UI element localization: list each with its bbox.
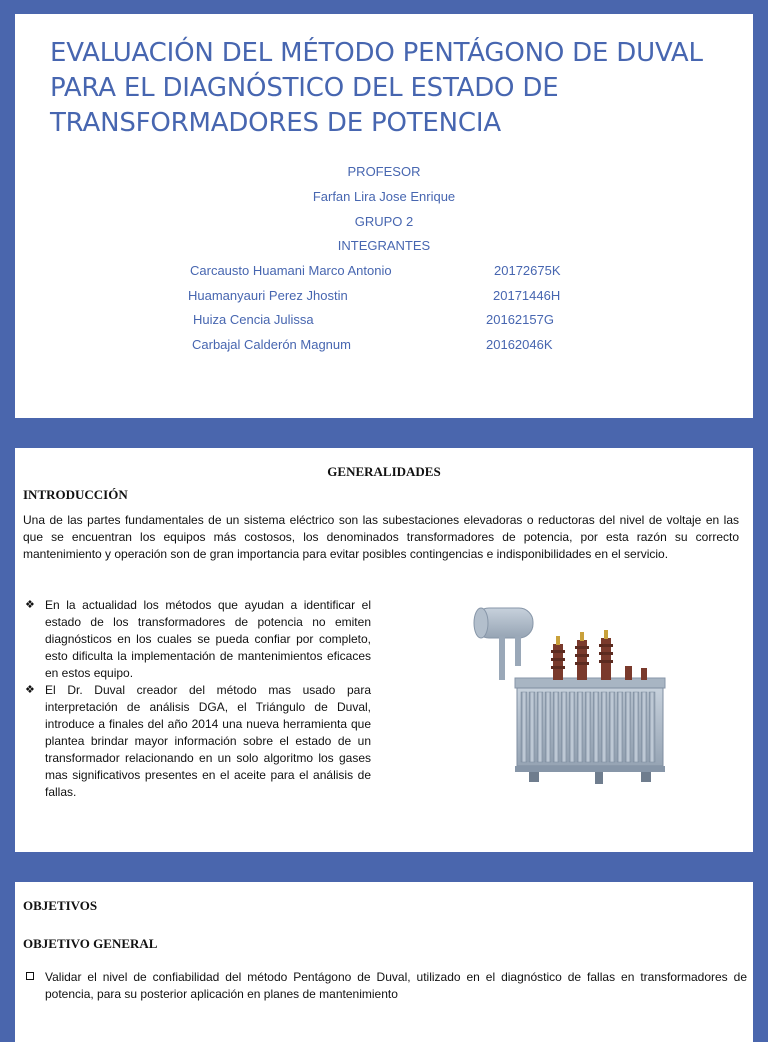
member-code: 20162157G (486, 312, 554, 327)
generalidades-slide (15, 448, 753, 852)
member-name: Carcausto Huamani Marco Antonio (190, 263, 392, 278)
presentation-title: EVALUACIÓN DEL MÉTODO PENTÁGONO DE DUVAL PARA EL DIAGNÓSTICO DEL ESTADO DE TRANSFORMADORES DE POTENCIA (50, 38, 703, 138)
section-heading: OBJETIVOS (23, 898, 98, 913)
power-transformer-image (455, 596, 675, 786)
member-name: Huiza Cencia Julissa (193, 312, 314, 327)
intro-paragraph: Una de las partes fundamentales de un sistema eléctrico son las subestaciones elevadoras o reductoras del nivel de voltaje en las que se encuentran los equipos más costosos, los denominados transformadores de potencia, por esta razón su correcto mantenimiento y operación son de gran importancia para evitar posibles contingencias e indisponibilidades en el servicio. (23, 513, 739, 561)
bullet-item (23, 682, 371, 801)
objective-text: Validar el nivel de confiabilidad del método Pentágono de Duval, utilizado en el diagnóstico de fallas en transformadores de potencia, para su posterior aplicación en planes de mantenimiento (45, 970, 747, 1001)
member-code: 20162046K (486, 337, 553, 352)
profesor-name: Farfan Lira Jose Enrique (312, 189, 456, 204)
section-subheading: OBJETIVO GENERAL (23, 936, 158, 951)
member-name: Carbajal Calderón Magnum (192, 337, 351, 352)
title-slide (15, 14, 753, 418)
objetivos-slide (15, 882, 753, 1042)
member-name: Huamanyauri Perez Jhostin (188, 288, 348, 303)
bullet-text: El Dr. Duval creador del método mas usado para interpretación de análisis DGA, el Triángulo de Duval, introduce a finales del año 2014 una nueva herramienta que plantea brindar mayor información sobre el estado de un transformador relacionando en un solo algoritmo los gases mas significativos presentes en el aceite para el análisis de fallas. (45, 683, 371, 799)
section-subheading: INTRODUCCIÓN (23, 487, 128, 502)
member-code: 20172675K (494, 263, 561, 278)
profesor-label: PROFESOR (347, 164, 421, 179)
diamond-bullet-icon: ❖ (25, 684, 35, 696)
diamond-bullet-icon: ❖ (25, 599, 35, 611)
section-heading: GENERALIDADES (327, 464, 441, 479)
checkbox-bullet-icon (26, 972, 34, 980)
bullet-item (23, 597, 371, 682)
objective-item (23, 969, 747, 1003)
member-code: 20171446H (493, 288, 561, 303)
integrantes-label: INTEGRANTES (337, 238, 431, 253)
bullet-text: En la actualidad los métodos que ayudan a identificar el estado de los transformadores de potencia no emiten diagnósticos en los cuales se pueda confiar por completo, esto dificulta la implementación de mantenimientos eficaces en estos equipo. (45, 598, 371, 680)
grupo-label: GRUPO 2 (354, 214, 414, 229)
